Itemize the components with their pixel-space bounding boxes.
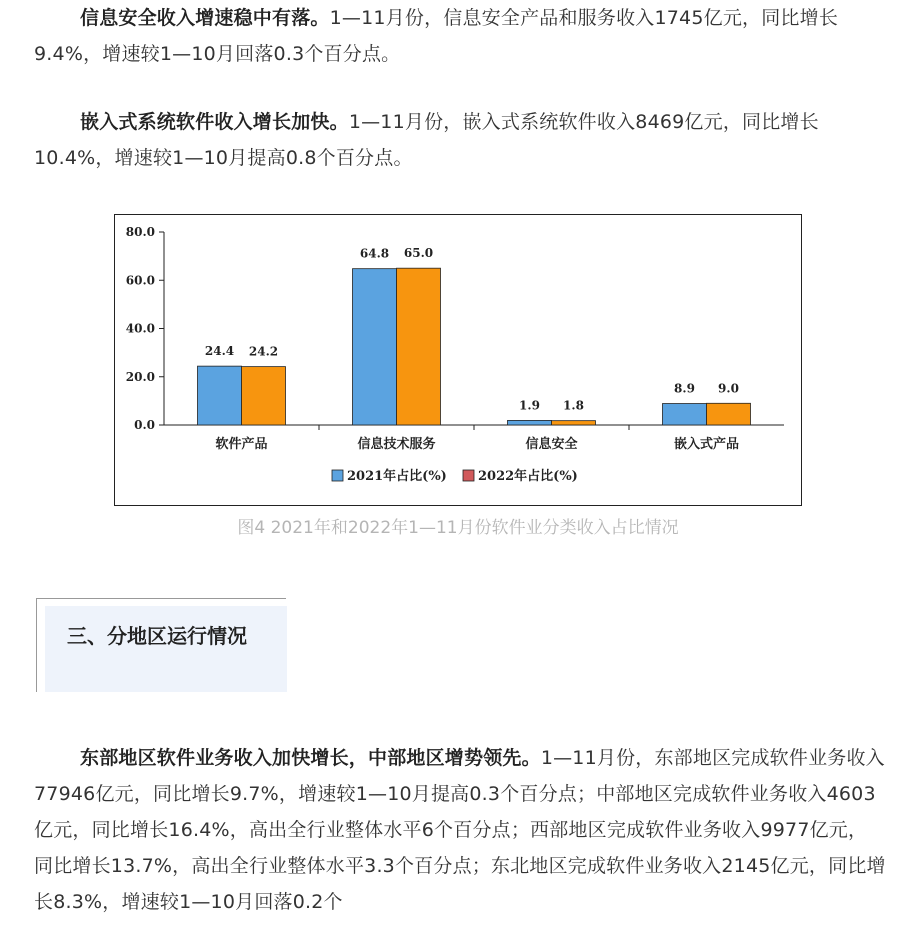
data-label: 24.4	[204, 344, 235, 359]
legend-label: 2021年占比(%)	[347, 469, 447, 484]
paragraph-body: 1—11月份，嵌入式系统软件收入8469亿元，同比增长10.4%，增速较1—10月提高0.8个百分点。	[34, 111, 819, 169]
bar-chart	[114, 214, 802, 506]
bar	[663, 404, 707, 425]
data-label: 65.0	[403, 246, 434, 261]
paragraph-embedded-software	[34, 104, 886, 176]
paragraph-lead: 嵌入式系统软件收入增长加快。	[80, 111, 349, 133]
legend-label: 2022年占比(%)	[478, 469, 578, 484]
bar	[242, 367, 286, 425]
y-tick-label: 40.0	[125, 321, 155, 336]
y-tick-label: 20.0	[125, 369, 155, 384]
paragraph-lead: 东部地区软件业务收入加快增长，中部地区增势领先。	[80, 747, 541, 769]
bar	[552, 421, 596, 425]
y-tick-label: 0.0	[134, 418, 155, 432]
section-header	[36, 598, 286, 692]
x-tick-label: 信息安全	[525, 437, 578, 452]
bar	[353, 269, 397, 425]
paragraph-body: 1—11月份，信息安全产品和服务收入1745亿元，同比增长9.4%，增速较1—10月回落0.3个百分点。	[34, 7, 839, 65]
x-tick-label: 嵌入式产品	[673, 437, 740, 452]
legend-swatch	[332, 470, 343, 481]
paragraph-info-security	[34, 0, 886, 72]
paragraph-lead: 信息安全收入增速稳中有落。	[80, 7, 330, 29]
y-tick-label: 60.0	[125, 273, 155, 288]
figure-caption: 图4 2021年和2022年1—11月份软件业分类收入占比情况	[237, 518, 679, 538]
x-tick-label: 软件产品	[215, 437, 268, 452]
data-label: 1.8	[563, 398, 584, 413]
paragraph-body: 1—11月份，东部地区完成软件业务收入77946亿元，同比增长9.7%，增速较1—10月提高0.3个百分点；中部地区完成软件业务收入4603亿元，同比增长16.4%，高出全行业整体水平6个百分点；西部地区完成软件业务收入9977亿元，同比增长13.7%，高出全行业整体水平3.3个百分点；东北地区完成软件业务收入2145亿元，同比增长8.3%，增速较1—10月回落0.2个	[34, 747, 886, 913]
bar	[397, 268, 441, 425]
data-label: 8.9	[674, 381, 695, 396]
data-label: 64.8	[359, 246, 390, 261]
section-header-background	[45, 606, 287, 692]
bar	[198, 366, 242, 425]
data-label: 24.2	[248, 344, 279, 359]
section-title: 三、分地区运行情况	[67, 624, 247, 648]
paragraph-regional	[34, 740, 886, 920]
x-tick-label: 信息技术服务	[357, 437, 436, 452]
data-label: 9.0	[718, 381, 739, 396]
y-tick-label: 80.0	[125, 225, 155, 239]
bar	[508, 420, 552, 425]
data-label: 1.9	[519, 398, 540, 413]
bar	[707, 403, 751, 425]
legend-swatch	[463, 470, 474, 481]
